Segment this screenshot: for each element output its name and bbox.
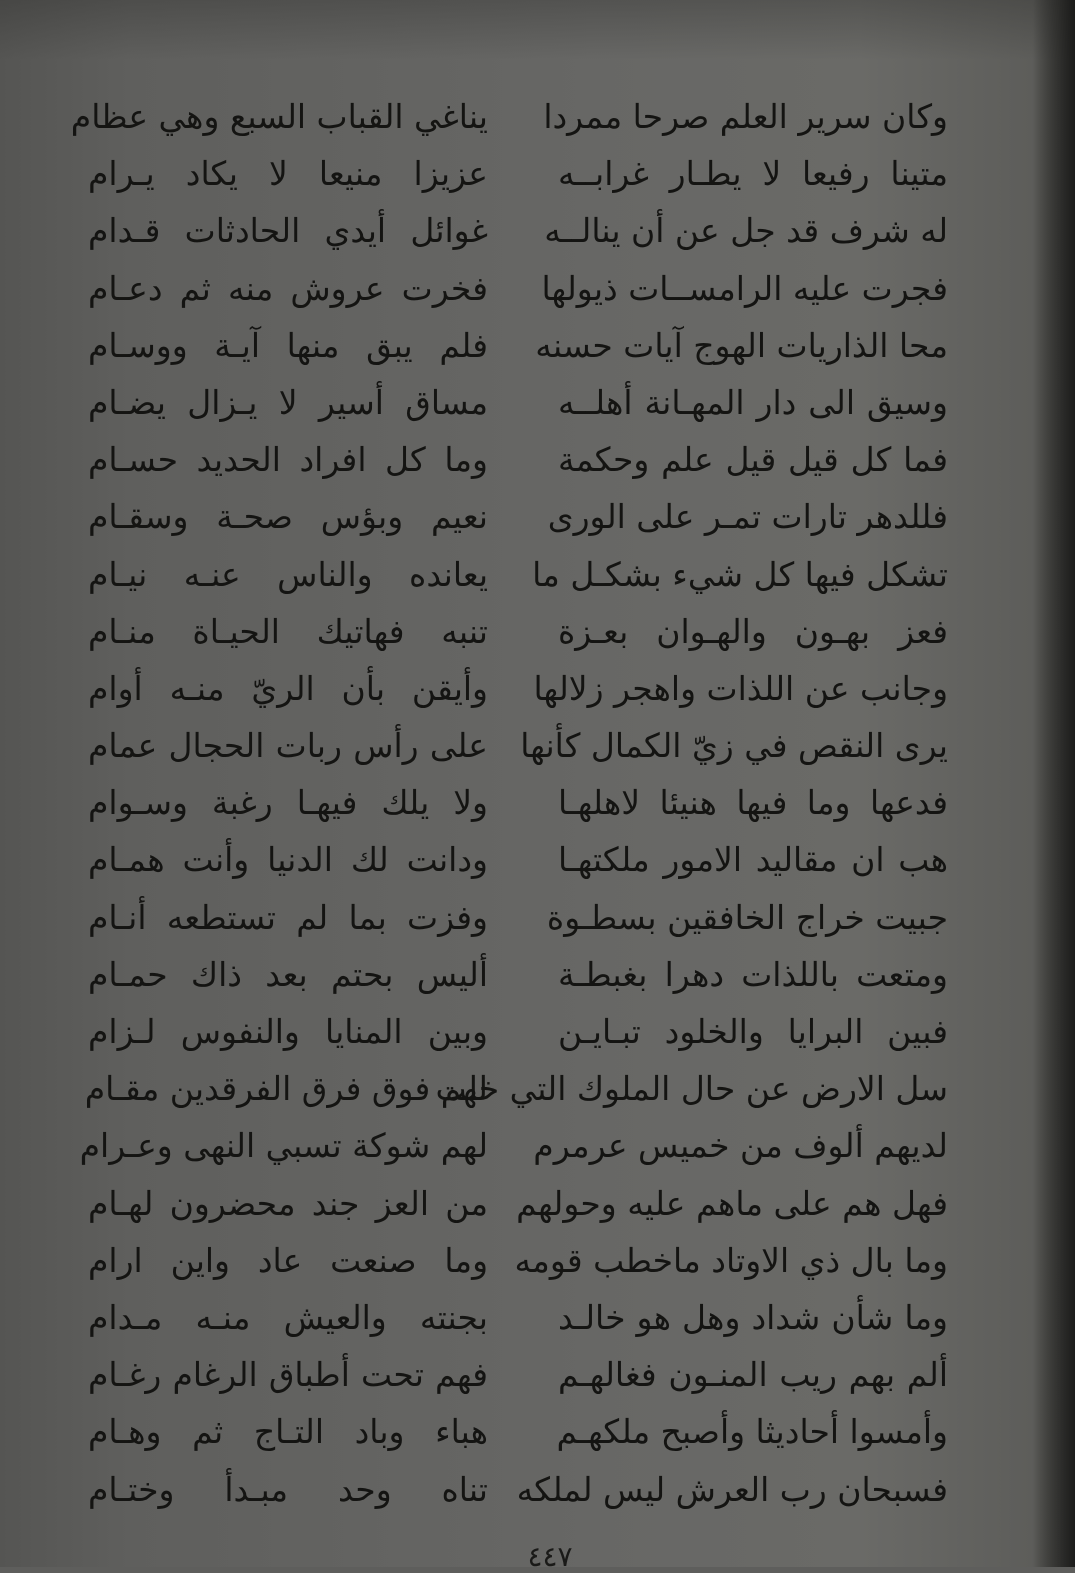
left-hemistich: غوائل أيدي الحادثات قـدام — [88, 211, 488, 251]
right-hemistich: فللدهر تارات تمـر على الورى — [547, 497, 948, 537]
left-hemistich: مساق أسير لا يـزال يضـام — [88, 382, 488, 422]
poem-right-column — [435, 88, 948, 1518]
book-gutter-shadow — [1033, 0, 1075, 1567]
right-hemistich: فهل هم على ماهم عليه وحولهم — [516, 1183, 948, 1223]
page-number: ٤٤٧ — [527, 1540, 573, 1573]
left-hemistich: تنبه فهاتيك الحيـاة منـام — [88, 611, 488, 651]
left-hemistich: هباء وباد التـاج ثم وهـام — [88, 1412, 488, 1452]
left-hemistich: وفزت بما لم تستطعه أنـام — [88, 897, 488, 937]
right-hemistich: جبيت خراج الخافقين بسطـوة — [546, 897, 948, 937]
right-hemistich: وما بال ذي الاوتاد ماخطب قومه — [514, 1240, 948, 1280]
right-hemistich: فما كل قيل قيل علم وحكمة — [558, 440, 948, 480]
right-hemistich: سل الارض عن حال الملوك التي خلت — [435, 1069, 948, 1109]
right-hemistich: لديهم ألوف من خميس عرمرم — [533, 1126, 948, 1166]
right-hemistich: فجرت عليه الرامســات ذيولها — [541, 268, 948, 308]
poem-body — [70, 88, 948, 1518]
page-top-shadow — [0, 0, 1075, 60]
left-hemistich: وبين المنايا والنفوس لـزام — [88, 1012, 488, 1051]
left-hemistich: يناغي القباب السبع وهي عظام — [70, 97, 488, 136]
right-hemistich: ومتعت باللذات دهرا بغبطـة — [558, 954, 948, 994]
right-hemistich: تشكل فيها كل شيء بشكـل ما — [532, 554, 948, 594]
right-hemistich: وكان سرير العلم صرحا ممردا — [543, 97, 948, 136]
right-hemistich: وما شأن شداد وهل هو خالـد — [558, 1297, 948, 1337]
right-hemistich: هب ان مقاليد الامور ملكتهـا — [558, 840, 948, 880]
right-hemistich: فعز بهـون والهـوان بعـزة — [558, 611, 948, 651]
right-hemistich: يرى النقص في زيّ الكمال كأنها — [520, 726, 948, 766]
left-hemistich: عزيزا منيعا لا يكاد يـرام — [88, 154, 488, 194]
left-hemistich: يعانده والناس عنـه نيـام — [88, 554, 488, 594]
left-hemistich: فهم تحت أطباق الرغام رغـام — [88, 1355, 488, 1395]
left-hemistich: بجنته والعيش منـه مـدام — [88, 1297, 488, 1337]
right-hemistich: فدعها وما فيها هنيئا لاهلهـا — [558, 783, 948, 823]
right-hemistich: وسيق الى دار المهـانة أهلــه — [558, 382, 948, 422]
poem-left-column — [70, 88, 488, 1518]
right-hemistich: متينا رفيعا لا يطـار غرابــه — [558, 154, 948, 194]
left-hemistich: تناه وحد مبـدأ وختـام — [88, 1469, 488, 1509]
right-hemistich: فسبحان رب العرش ليس لملكه — [516, 1469, 948, 1509]
left-hemistich: على رأس ربات الحجال عمام — [88, 726, 488, 766]
right-hemistich: فبين البرايا والخلود تبـايـن — [558, 1012, 948, 1051]
left-hemistich: فلم يبق منها آيـة ووسـام — [88, 325, 488, 365]
right-hemistich: وأمسوا أحاديثا وأصبح ملكهـم — [556, 1412, 948, 1452]
left-hemistich: لهم شوكة تسبي النهى وعـرام — [79, 1126, 488, 1166]
left-hemistich: فخرت عروش منه ثم دعـام — [88, 268, 488, 308]
right-hemistich: وجانب عن اللذات واهجر زلالها — [533, 668, 948, 708]
right-hemistich: ألم بهم ريب المنـون فغالهـم — [558, 1355, 948, 1395]
left-hemistich: وأيقن بأن الريّ منـه أوام — [88, 668, 488, 708]
right-hemistich: محا الذاريات الهوج آيات حسنه — [535, 325, 948, 365]
left-hemistich: ولا يلك فيهـا رغبة وسـوام — [88, 783, 488, 823]
left-hemistich: ودانت لك الدنيا وأنت همـام — [88, 840, 488, 880]
left-hemistich: وما صنعت عاد واين ارام — [88, 1240, 488, 1280]
right-hemistich: له شرف قد جل عن أن ينالــه — [544, 211, 948, 251]
left-hemistich: من العز جند محضرون لهـام — [88, 1183, 488, 1223]
left-hemistich: لهم فوق فرق الفرقدين مقـام — [84, 1069, 488, 1109]
left-hemistich: أليس بحتم بعد ذاك حمـام — [88, 954, 488, 994]
left-hemistich: وما كل افراد الحديد حسـام — [88, 440, 488, 480]
left-hemistich: نعيم وبؤس صحـة وسقـام — [88, 497, 488, 537]
